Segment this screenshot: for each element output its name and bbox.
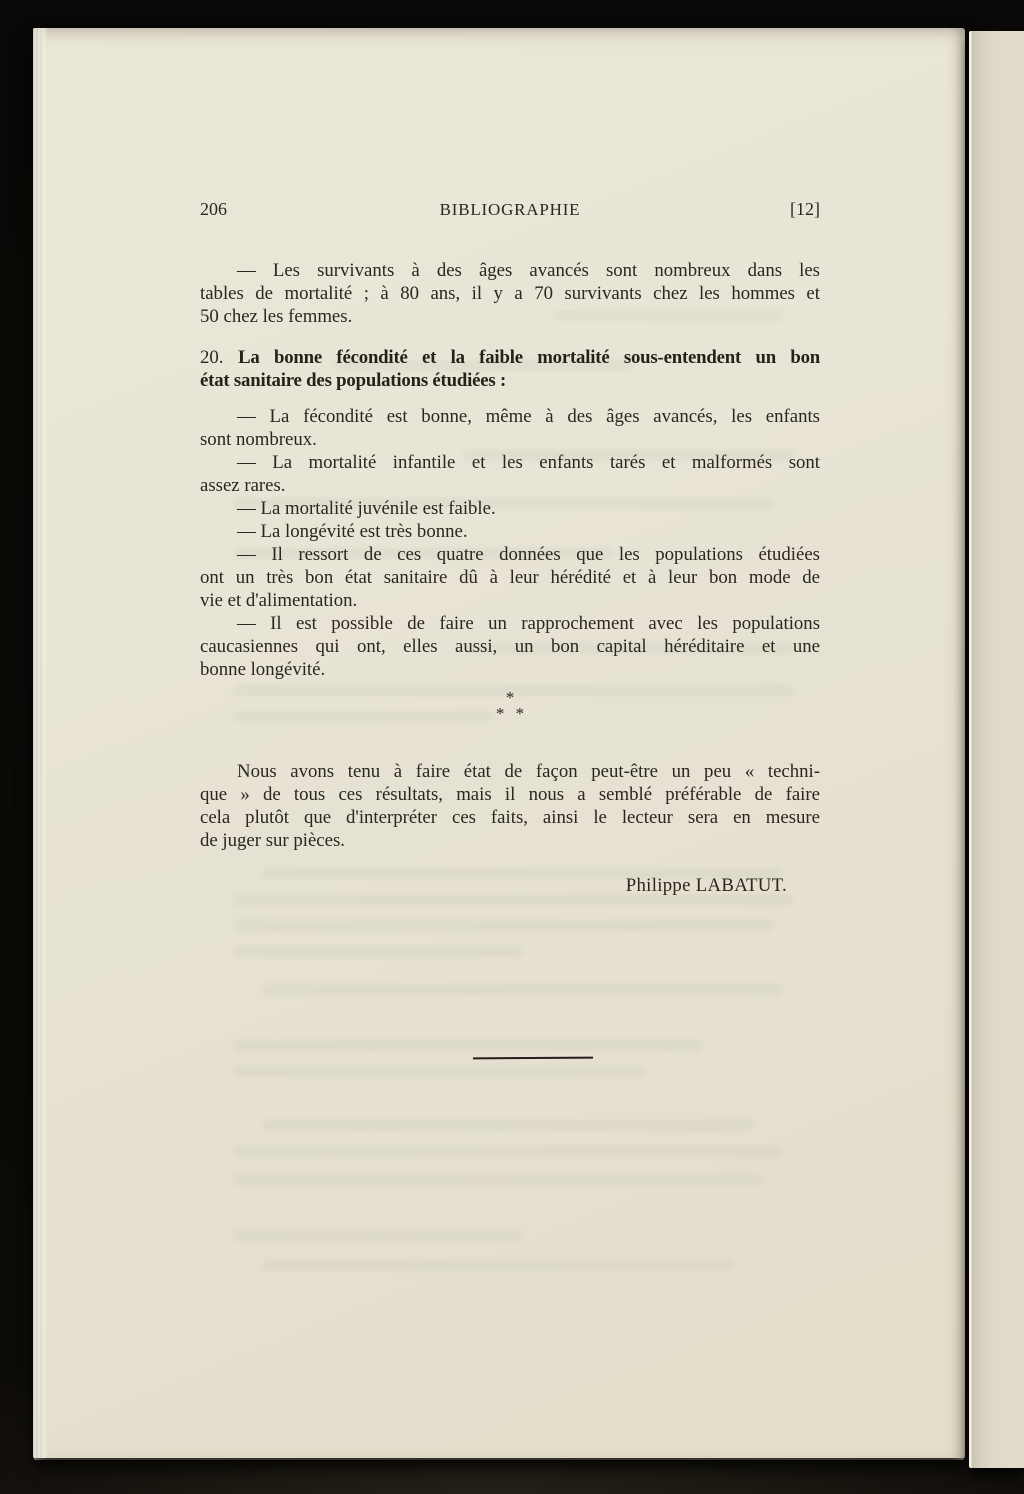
separator-stars-bottom: * * — [495, 704, 525, 723]
running-head — [200, 199, 820, 220]
text-line: — La longévité est très bonne. — [237, 521, 468, 542]
adjacent-page-edge — [969, 31, 1024, 1468]
text-line: sont nombreux. — [200, 429, 317, 450]
text-line: — Les survivants à des âges avancés sont nombreux dans les — [237, 260, 820, 281]
text-line: assez rares. — [200, 475, 286, 496]
text-line: tables de mortalité ; à 80 ans, il y a 70 survivants chez les hommes et — [200, 283, 820, 304]
text-line: cela plutôt que d'interpréter ces faits, ainsi le lecteur sera en mesure — [200, 807, 820, 828]
section-heading-line — [200, 346, 820, 369]
text-line: ont un très bon état sanitaire dû à leur hérédité et à leur bon mode de — [200, 567, 820, 588]
paragraph-survivors — [200, 259, 820, 328]
separator-star-top: * — [505, 688, 515, 707]
asterisk-separator — [200, 690, 820, 722]
section-heading-line: état sanitaire des populations étudiées : — [200, 370, 507, 391]
text-line: de juger sur pièces. — [200, 830, 345, 851]
column-reference: [12] — [790, 199, 820, 219]
text-line: — La mortalité infantile et les enfants tarés et malformés sont — [237, 452, 820, 473]
observations-list — [200, 405, 820, 681]
text-line: 50 chez les femmes. — [200, 306, 353, 327]
text-line: — La mortalité juvénile est faible. — [237, 498, 496, 519]
author-signature: Philippe LABATUT. — [625, 875, 787, 896]
running-title: BIBLIOGRAPHIE — [439, 200, 581, 219]
page-number: 206 — [200, 199, 227, 219]
text-line: bonne longévité. — [200, 659, 326, 680]
text-line: — La fécondité est bonne, même à des âges avancés, les enfants — [237, 406, 820, 427]
printed-content — [33, 28, 965, 1458]
text-line: caucasiennes qui ont, elles aussi, un bon capital héréditaire et une — [200, 636, 820, 657]
divider-rule — [473, 1057, 593, 1060]
book-page — [33, 28, 965, 1458]
text-line: — Il est possible de faire un rapprochement avec les populations — [237, 613, 820, 634]
section-heading — [200, 346, 820, 392]
text-line: que » de tous ces résultats, mais il nous a semblé préférable de faire — [200, 784, 820, 805]
closing-paragraph — [200, 760, 820, 852]
text-line: vie et d'alimentation. — [200, 590, 358, 611]
text-line: Nous avons tenu à faire état de façon peut-être un peu « techni- — [237, 761, 820, 782]
text-line: — Il ressort de ces quatre données que les populations étudiées — [237, 544, 820, 565]
section-number: 20. — [200, 347, 224, 368]
section-title-part: La bonne fécondité et la faible mortalité sous-entendent un bon — [238, 347, 821, 368]
